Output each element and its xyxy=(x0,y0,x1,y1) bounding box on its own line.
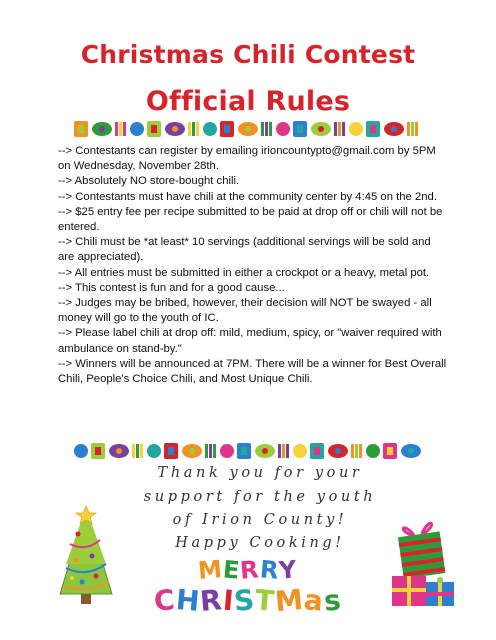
greeting-letter: R xyxy=(198,583,225,618)
greeting-letter: S xyxy=(232,583,257,618)
decorative-strip-icon xyxy=(72,440,428,462)
greeting-letter: I xyxy=(221,583,236,618)
greeting-letter: H xyxy=(174,582,202,619)
greeting-letter: C xyxy=(152,583,178,618)
rule-item: --> Contestants must have chili at the community center by 4:45 on the 2nd. xyxy=(58,190,437,203)
page-subtitle: Official Rules xyxy=(145,86,351,117)
thanks-line: of Irion County! xyxy=(172,512,348,528)
rule-item: --> Judges may be bribed, however, their decision will NOT be swayed - all money will go to the youth of IC. xyxy=(58,297,432,325)
rule-item: --> All entries must be submitted in either a crockpot or a heavy, metal pot. xyxy=(58,266,430,279)
rule-item: --> Please label chili at drop off: mild, medium, spicy, or "waiver required with ambulance on stand-by." xyxy=(58,327,442,355)
page-title: Christmas Chili Contest xyxy=(80,40,416,69)
greeting-letter: E xyxy=(221,555,242,585)
rule-item: --> This contest is fun and for a good cause... xyxy=(58,281,285,294)
rule-item: --> Absolutely NO store-bought chili. xyxy=(58,175,240,188)
greeting-letter: R xyxy=(258,555,281,585)
decorative-strip-icon xyxy=(72,118,428,140)
rule-item: --> Chili must be *at least* 10 servings (additional servings will be sold and are appreciated). xyxy=(58,236,431,264)
rules-list xyxy=(58,144,450,387)
greeting-letter: T xyxy=(253,583,277,618)
greeting-letter: s xyxy=(322,583,344,618)
greeting-letter: M xyxy=(196,554,225,586)
greeting-letter: M xyxy=(274,582,306,619)
merry-text xyxy=(0,556,496,584)
christmas-text xyxy=(0,584,496,617)
greeting-letter: Y xyxy=(278,555,300,585)
thanks-line: Thank you for your xyxy=(157,465,363,481)
rule-item: --> Winners will be announced at 7PM. There will be a winner for Best Overall Chili, People's Choice Chili, and Most Unique Chili. xyxy=(58,357,447,386)
rule-item: --> Contestants can register by emailing irioncountypto@gmail.com by 5PM on Wednesday, November 28th. xyxy=(58,145,436,173)
rule-item: --> $25 entry fee per recipe submitted to be paid at drop off or chili will not be entered. xyxy=(58,205,443,234)
thanks-line: support for the youth xyxy=(143,489,377,505)
greeting-letter: a xyxy=(302,583,326,618)
thanks-line: Happy Cooking! xyxy=(175,535,345,551)
greeting-letter: R xyxy=(239,555,262,585)
